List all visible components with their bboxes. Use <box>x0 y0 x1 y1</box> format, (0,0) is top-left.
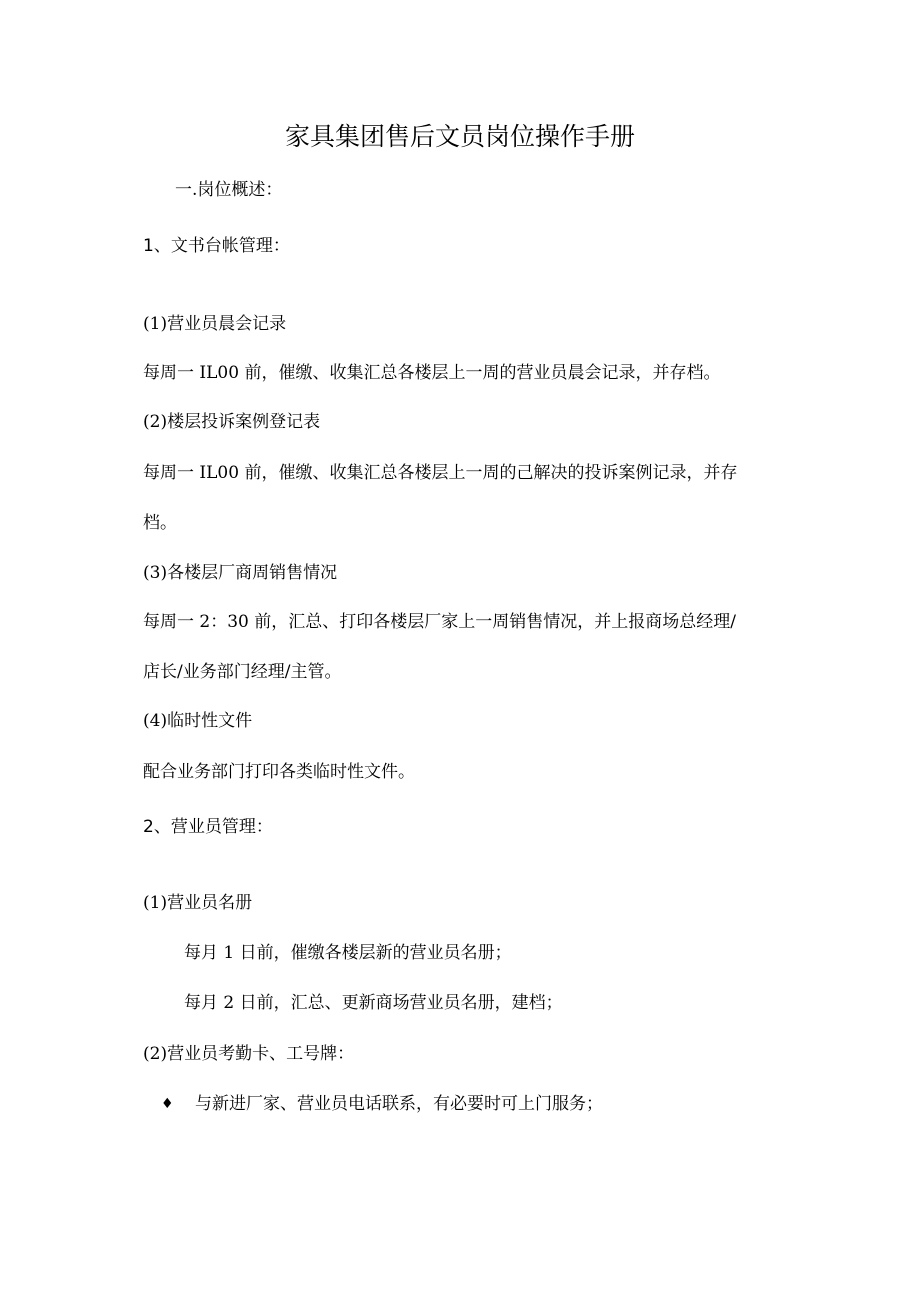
section1-item3-text-line1: 每周一 2：30 前，汇总、打印各楼层厂家上一周销售情况，并上报商场总经理/ <box>143 612 736 632</box>
section2-item2-heading: (2)营业员考勤卡、工号牌： <box>143 1044 355 1064</box>
section1-item3-text-line2: 店长/业务部门经理/主管。 <box>143 662 342 682</box>
section1-item2-heading: (2)楼层投诉案例登记表 <box>143 412 321 432</box>
section2-bullet1-text: 与新进厂家、营业员电话联系，有必要时可上门服务； <box>195 1094 603 1114</box>
section1-item1-text: 每周一 IL00 前，催缴、收集汇总各楼层上一周的营业员晨会记录，并存档。 <box>143 363 721 383</box>
diamond-bullet-icon: ♦ <box>161 1096 174 1112</box>
section2-heading: 2、营业员管理： <box>143 817 273 837</box>
section1-item4-text: 配合业务部门打印各类临时性文件。 <box>143 762 415 782</box>
document-title: 家具集团售后文员岗位操作手册 <box>284 122 635 151</box>
section2-item1-heading: (1)营业员名册 <box>143 893 253 913</box>
section2-item1-text-line2: 每月 2 日前，汇总、更新商场营业员名册，建档； <box>184 993 563 1013</box>
overview-heading: 一.岗位概述： <box>175 180 283 200</box>
section2-item1-text-line1: 每月 1 日前，催缴各楼层新的营业员名册； <box>184 943 512 963</box>
section1-item1-heading: (1)营业员晨会记录 <box>143 314 287 334</box>
section1-item2-text-line2: 档。 <box>143 513 177 533</box>
section1-item4-heading: (4)临时性文件 <box>143 711 253 731</box>
section1-item2-text-line1: 每周一 IL00 前，催缴、收集汇总各楼层上一周的己解决的投诉案例记录，并存 <box>143 463 738 483</box>
section1-item3-heading: (3)各楼层厂商周销售情况 <box>143 563 338 583</box>
section1-heading: 1、文书台帐管理： <box>143 236 290 256</box>
